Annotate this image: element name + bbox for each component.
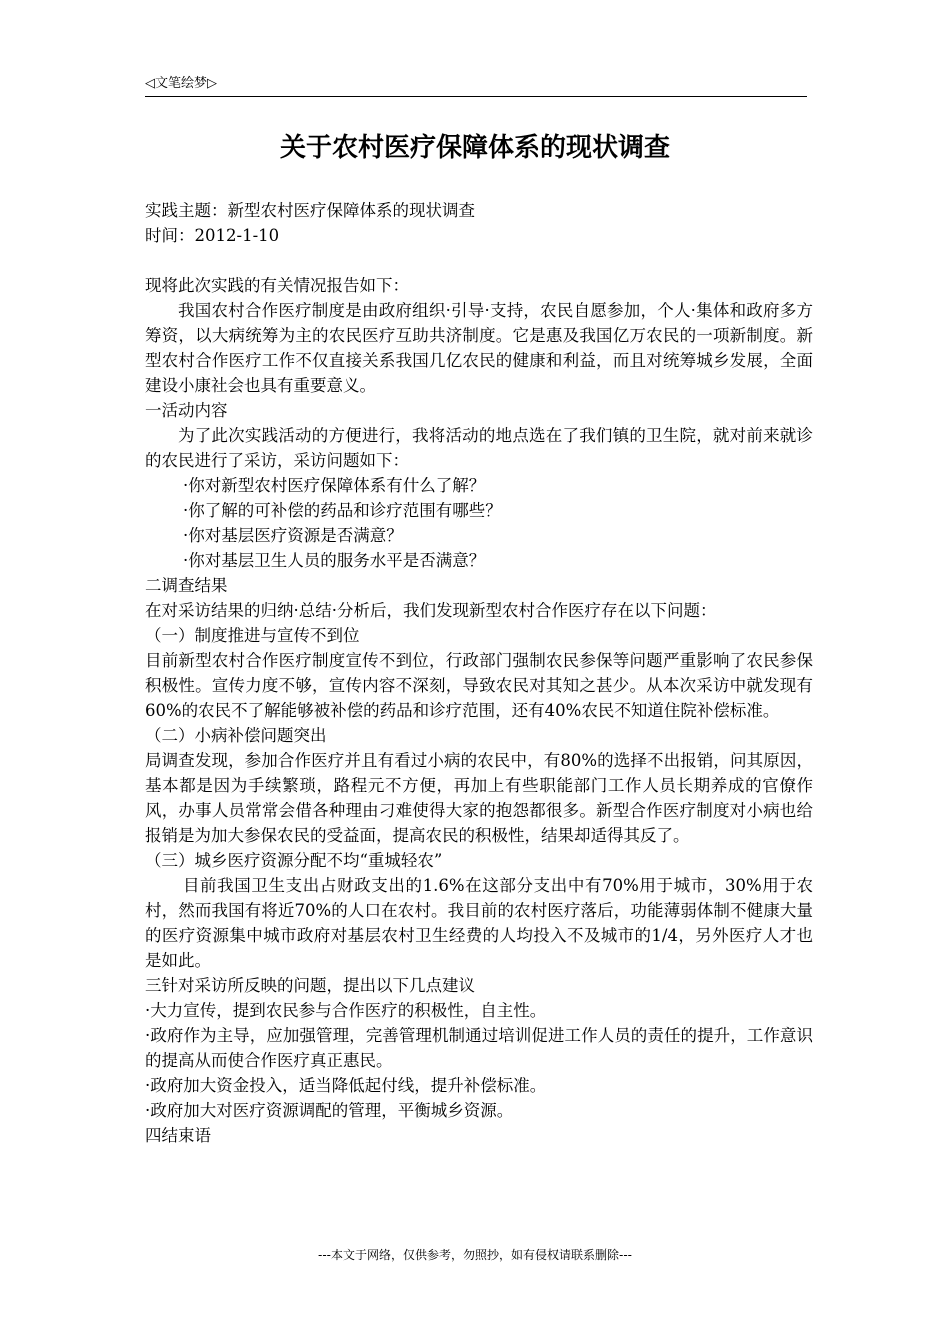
- question-item: ·你对新型农村医疗保障体系有什么了解？: [183, 476, 486, 495]
- section4-heading: 四结束语: [145, 1126, 211, 1145]
- section2-paragraph: 在对采访结果的归纳·总结·分析后，我们发现新型农村合作医疗存在以下问题：: [145, 601, 717, 620]
- suggestion-item: ·政府加大资金投入，适当降低起付线，提升补偿标准。: [145, 1076, 547, 1095]
- intro-paragraph: 我国农村合作医疗制度是由政府组织·引导·支持，农民自愿参加，个人·集体和政府多方筹资，以大病统筹为主的农民医疗互助共济制度。它是惠及我国亿万农民的一项新制度。新型农村合作医疗工作不仅直接关系我国几亿农民的健康和利益，而且对统筹城乡发展，全面建设小康社会也具有重要意义。: [145, 301, 813, 395]
- section1-heading: 一活动内容: [145, 401, 228, 420]
- suggestion-item: ·政府加大对医疗资源调配的管理，平衡城乡资源。: [145, 1101, 514, 1120]
- meta-time: 时间：2012-1-10: [145, 226, 280, 245]
- question-item: ·你对基层医疗资源是否满意？: [183, 526, 403, 545]
- subsection3-paragraph: 目前我国卫生支出占财政支出的1.6%在这部分支出中有70%用于城市，30%用于农村，然而我国有将近70%的人口在农村。我目前的农村医疗落后，功能薄弱体制不健康大量的医疗资源集中城市政府对基层农村卫生经费的人均投入不及城市的1/4，另外医疗人才也是如此。: [145, 876, 813, 970]
- document-title: 关于农村医疗保障体系的现状调查: [279, 133, 670, 163]
- intro-lead: 现将此次实践的有关情况报告如下：: [145, 276, 409, 295]
- section2-heading: 二调查结果: [145, 576, 228, 595]
- suggestion-item: ·大力宣传，提到农民参与合作医疗的积极性，自主性。: [145, 1001, 547, 1020]
- header-brand: ◁文笔绘梦▷: [145, 76, 217, 91]
- subsection1-paragraph: 目前新型农村合作医疗制度宣传不到位，行政部门强制农民参保等问题严重影响了农民参保积极性。宣传力度不够，宣传内容不深刻，导致农民对其知之甚少。从本次采访中就发现有60%的农民不了解能够被补偿的药品和诊疗范围，还有40%农民不知道住院补偿标准。: [145, 651, 813, 720]
- question-item: ·你了解的可补偿的药品和诊疗范围有哪些？: [183, 501, 502, 520]
- subsection2-paragraph: 局调查发现，参加合作医疗并且有看过小病的农民中，有80%的选择不出报销，问其原因，基本都是因为手续繁琐，路程元不方便，再加上有些职能部门工作人员长期养成的官僚作风，办事人员常常会借各种理由刁难使得大家的抱怨都很多。新型合作医疗制度对小病也给报销是为加大参保农民的受益面，提高农民的积极性，结果却适得其反了。: [145, 751, 813, 845]
- suggestion-item: ·政府作为主导，应加强管理，完善管理机制通过培训促进工作人员的责任的提升，工作意识的提高从而使合作医疗真正惠民。: [145, 1026, 813, 1070]
- section3-heading: 三针对采访所反映的问题，提出以下几点建议: [145, 976, 475, 995]
- document-body: [145, 198, 813, 1148]
- subsection2-heading: （二）小病补偿问题突出: [145, 726, 327, 745]
- page-footer: ---本文于网络，仅供参考，勿照抄，如有侵权请联系删除---: [318, 1248, 632, 1262]
- section1-paragraph: 为了此次实践活动的方便进行，我将活动的地点选在了我们镇的卫生院，就对前来就诊的农民进行了采访，采访问题如下：: [145, 426, 813, 470]
- spacer: [145, 248, 813, 273]
- subsection3-heading: （三）城乡医疗资源分配不均“重城轻农”: [145, 851, 443, 870]
- meta-theme: 实践主题：新型农村医疗保障体系的现状调查: [145, 201, 475, 220]
- page-header: [145, 74, 807, 97]
- question-item: ·你对基层卫生人员的服务水平是否满意？: [183, 551, 486, 570]
- subsection1-heading: （一）制度推进与宣传不到位: [145, 626, 360, 645]
